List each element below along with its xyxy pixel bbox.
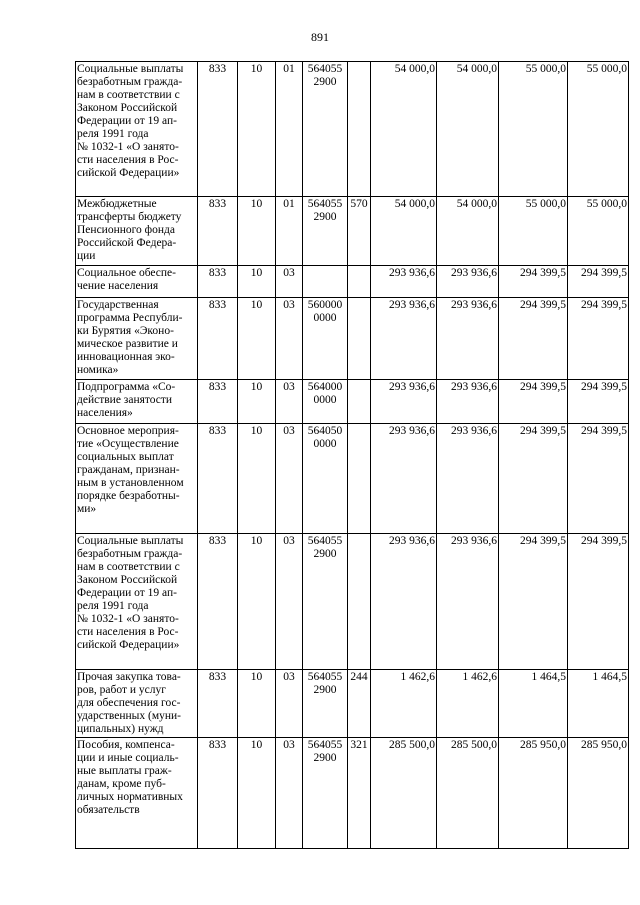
expense-type-code: 570 bbox=[348, 197, 371, 266]
amount-2: 54 000,0 bbox=[437, 62, 499, 197]
item-name: Государственная программа Республи- ки Бурятия «Эконо- мическое развитие и инновационная эко- номика» bbox=[76, 298, 198, 380]
ministry-code: 833 bbox=[198, 534, 238, 670]
section-code: 10 bbox=[238, 534, 276, 670]
table-row bbox=[76, 380, 629, 424]
item-name: Подпрограмма «Со- действие занятости населения» bbox=[76, 380, 198, 424]
amount-2: 1 462,6 bbox=[437, 670, 499, 738]
amount-3: 1 464,5 bbox=[499, 670, 568, 738]
target-item-code: 564000 0000 bbox=[303, 380, 348, 424]
ministry-code: 833 bbox=[198, 738, 238, 849]
target-item-code: 564055 2900 bbox=[303, 670, 348, 738]
table-body bbox=[76, 62, 629, 849]
amount-1: 293 936,6 bbox=[371, 266, 437, 298]
amount-2: 54 000,0 bbox=[437, 197, 499, 266]
amount-4: 294 399,5 bbox=[568, 380, 629, 424]
table-row bbox=[76, 197, 629, 266]
expense-type-code bbox=[348, 424, 371, 534]
expense-type-code: 321 bbox=[348, 738, 371, 849]
subsection-code: 03 bbox=[276, 298, 303, 380]
amount-3: 55 000,0 bbox=[499, 197, 568, 266]
item-name: Социальное обеспе- чение населения bbox=[76, 266, 198, 298]
target-item-code: 564055 2900 bbox=[303, 62, 348, 197]
subsection-code: 03 bbox=[276, 670, 303, 738]
subsection-code: 03 bbox=[276, 534, 303, 670]
ministry-code: 833 bbox=[198, 380, 238, 424]
amount-2: 293 936,6 bbox=[437, 298, 499, 380]
expense-type-code bbox=[348, 266, 371, 298]
item-name: Пособия, компенса- ции и иные социаль- ные выплаты граж- данам, кроме пуб- личных нормативных обязательств bbox=[76, 738, 198, 849]
amount-1: 293 936,6 bbox=[371, 380, 437, 424]
amount-2: 293 936,6 bbox=[437, 424, 499, 534]
amount-3: 294 399,5 bbox=[499, 380, 568, 424]
expense-type-code: 244 bbox=[348, 670, 371, 738]
amount-4: 294 399,5 bbox=[568, 534, 629, 670]
ministry-code: 833 bbox=[198, 266, 238, 298]
target-item-code: 564055 2900 bbox=[303, 197, 348, 266]
section-code: 10 bbox=[238, 670, 276, 738]
target-item-code: 564055 2900 bbox=[303, 738, 348, 849]
amount-1: 285 500,0 bbox=[371, 738, 437, 849]
subsection-code: 03 bbox=[276, 266, 303, 298]
subsection-code: 01 bbox=[276, 62, 303, 197]
amount-4: 285 950,0 bbox=[568, 738, 629, 849]
amount-4: 294 399,5 bbox=[568, 424, 629, 534]
section-code: 10 bbox=[238, 298, 276, 380]
ministry-code: 833 bbox=[198, 670, 238, 738]
target-item-code: 564055 2900 bbox=[303, 534, 348, 670]
amount-4: 294 399,5 bbox=[568, 266, 629, 298]
ministry-code: 833 bbox=[198, 197, 238, 266]
page-number: 891 bbox=[311, 30, 329, 44]
amount-2: 293 936,6 bbox=[437, 534, 499, 670]
target-item-code: 564050 0000 bbox=[303, 424, 348, 534]
table-row bbox=[76, 424, 629, 534]
item-name: Социальные выплаты безработным гражда- нам в соответствии с Законом Российской Федерации от 19 ап- реля 1991 года № 1032-1 «О занято- сти населения в Рос- сийской Федерации» bbox=[76, 534, 198, 670]
target-item-code bbox=[303, 266, 348, 298]
amount-1: 293 936,6 bbox=[371, 424, 437, 534]
amount-3: 294 399,5 bbox=[499, 534, 568, 670]
amount-3: 285 950,0 bbox=[499, 738, 568, 849]
amount-4: 1 464,5 bbox=[568, 670, 629, 738]
expense-type-code bbox=[348, 62, 371, 197]
section-code: 10 bbox=[238, 266, 276, 298]
item-name: Прочая закупка това- ров, работ и услуг для обеспечения гос- ударственных (муни- ципальных) нужд bbox=[76, 670, 198, 738]
budget-table bbox=[75, 61, 629, 849]
subsection-code: 03 bbox=[276, 380, 303, 424]
ministry-code: 833 bbox=[198, 62, 238, 197]
table-row bbox=[76, 670, 629, 738]
amount-2: 293 936,6 bbox=[437, 266, 499, 298]
item-name: Основное мероприя- тие «Осуществление социальных выплат гражданам, признан- ным в установленном порядке безработны- ми» bbox=[76, 424, 198, 534]
amount-1: 54 000,0 bbox=[371, 62, 437, 197]
item-name: Межбюджетные трансферты бюджету Пенсионного фонда Российской Федера- ции bbox=[76, 197, 198, 266]
amount-4: 55 000,0 bbox=[568, 62, 629, 197]
section-code: 10 bbox=[238, 197, 276, 266]
amount-2: 285 500,0 bbox=[437, 738, 499, 849]
table-row bbox=[76, 534, 629, 670]
amount-4: 294 399,5 bbox=[568, 298, 629, 380]
amount-3: 294 399,5 bbox=[499, 298, 568, 380]
amount-3: 294 399,5 bbox=[499, 424, 568, 534]
table-row bbox=[76, 266, 629, 298]
section-code: 10 bbox=[238, 424, 276, 534]
section-code: 10 bbox=[238, 380, 276, 424]
amount-3: 294 399,5 bbox=[499, 266, 568, 298]
subsection-code: 01 bbox=[276, 197, 303, 266]
expense-type-code bbox=[348, 298, 371, 380]
table-row bbox=[76, 62, 629, 197]
amount-1: 54 000,0 bbox=[371, 197, 437, 266]
amount-4: 55 000,0 bbox=[568, 197, 629, 266]
target-item-code: 560000 0000 bbox=[303, 298, 348, 380]
amount-2: 293 936,6 bbox=[437, 380, 499, 424]
table-row bbox=[76, 738, 629, 849]
amount-1: 293 936,6 bbox=[371, 298, 437, 380]
item-name: Социальные выплаты безработным гражда- нам в соответствии с Законом Российской Федерации от 19 ап- реля 1991 года № 1032-1 «О занято- сти населения в Рос- сийской Федерации» bbox=[76, 62, 198, 197]
expense-type-code bbox=[348, 534, 371, 670]
ministry-code: 833 bbox=[198, 424, 238, 534]
amount-1: 1 462,6 bbox=[371, 670, 437, 738]
amount-1: 293 936,6 bbox=[371, 534, 437, 670]
section-code: 10 bbox=[238, 738, 276, 849]
expense-type-code bbox=[348, 380, 371, 424]
section-code: 10 bbox=[238, 62, 276, 197]
table-row bbox=[76, 298, 629, 380]
ministry-code: 833 bbox=[198, 298, 238, 380]
subsection-code: 03 bbox=[276, 738, 303, 849]
amount-3: 55 000,0 bbox=[499, 62, 568, 197]
subsection-code: 03 bbox=[276, 424, 303, 534]
